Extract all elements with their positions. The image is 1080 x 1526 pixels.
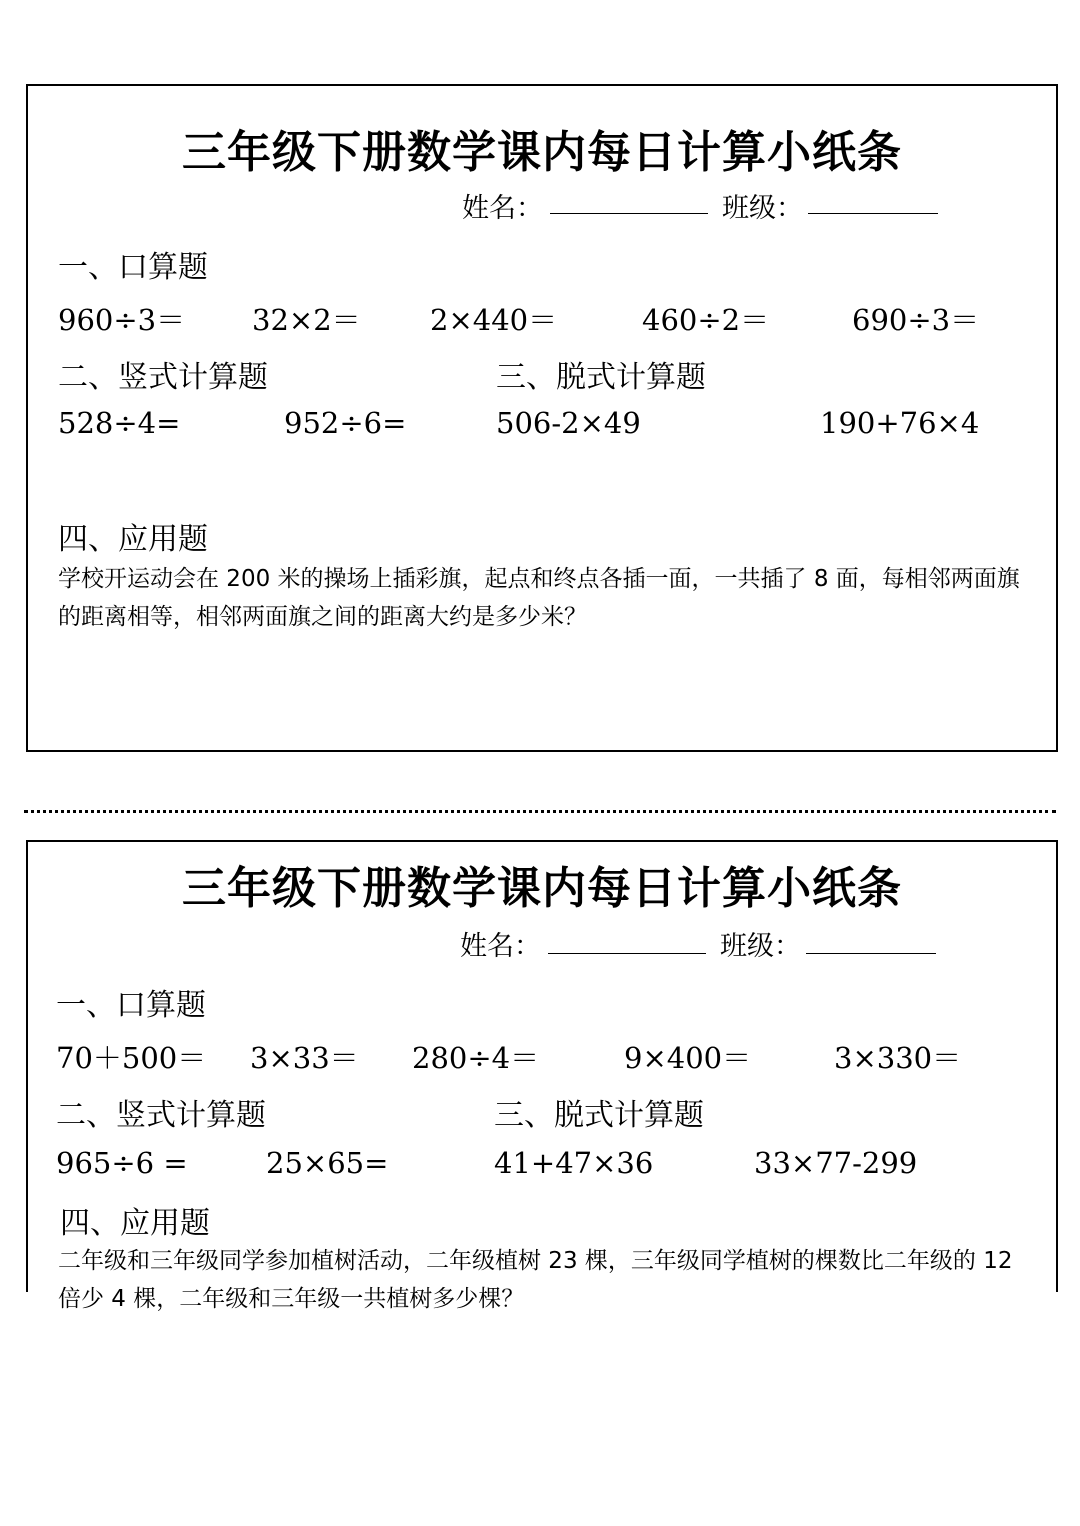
word-problem-text: 二年级和三年级同学参加植树活动，二年级植树 23 棵，三年级同学植树的棵数比二年级的 12 倍少 4 棵，二年级和三年级一共植树多少棵？ bbox=[58, 1248, 1013, 1312]
section-word-problem-heading: 四、应用题 bbox=[60, 1206, 210, 1241]
oral-problem: 460÷2＝ bbox=[642, 303, 770, 337]
oral-problem: 960÷3＝ bbox=[58, 303, 186, 337]
class-label: 班级： bbox=[722, 193, 803, 224]
cut-line bbox=[24, 810, 1056, 813]
stepwise-problem: 33×77-299 bbox=[754, 1146, 918, 1180]
section-oral-heading: 一、口算题 bbox=[58, 250, 208, 285]
name-label: 姓名： bbox=[462, 193, 543, 224]
oral-problem: 3×33＝ bbox=[250, 1041, 359, 1075]
class-label: 班级： bbox=[720, 931, 801, 962]
calculation-strip-1 bbox=[26, 84, 1058, 752]
strip-title: 三年级下册数学课内每日计算小纸条 bbox=[182, 863, 902, 914]
name-blank[interactable] bbox=[548, 953, 706, 954]
oral-problem: 3×330＝ bbox=[834, 1041, 962, 1075]
section-stepwise-heading: 三、脱式计算题 bbox=[496, 360, 706, 395]
calculation-strip-2 bbox=[26, 840, 1058, 1312]
vertical-problem: 952÷6= bbox=[284, 406, 407, 440]
section-word-problem-heading: 四、应用题 bbox=[58, 522, 208, 557]
vertical-problem: 528÷4= bbox=[58, 406, 181, 440]
vertical-problem: 25×65= bbox=[266, 1146, 389, 1180]
class-blank[interactable] bbox=[808, 213, 938, 214]
class-blank[interactable] bbox=[806, 953, 936, 954]
section-oral-heading: 一、口算题 bbox=[56, 988, 206, 1023]
oral-problem: 2×440＝ bbox=[430, 303, 558, 337]
oral-problem: 70＋500＝ bbox=[56, 1041, 207, 1075]
vertical-problem: 965÷6 = bbox=[56, 1146, 188, 1180]
name-label: 姓名： bbox=[460, 931, 541, 962]
oral-problem: 690÷3＝ bbox=[852, 303, 980, 337]
oral-problem: 9×400＝ bbox=[624, 1041, 752, 1075]
section-vertical-heading: 二、竖式计算题 bbox=[56, 1098, 266, 1133]
oral-problem: 32×2＝ bbox=[252, 303, 361, 337]
stepwise-problem: 41+47×36 bbox=[494, 1146, 654, 1180]
section-stepwise-heading: 三、脱式计算题 bbox=[494, 1098, 704, 1133]
stepwise-problem: 190+76×4 bbox=[820, 406, 980, 440]
strip-title: 三年级下册数学课内每日计算小纸条 bbox=[182, 127, 902, 178]
oral-problem: 280÷4＝ bbox=[412, 1041, 540, 1075]
name-blank[interactable] bbox=[550, 213, 708, 214]
word-problem-text: 学校开运动会在 200 米的操场上插彩旗，起点和终点各插一面，一共插了 8 面，每相邻两面旗的距离相等，相邻两面旗之间的距离大约是多少米？ bbox=[58, 566, 1020, 630]
section-vertical-heading: 二、竖式计算题 bbox=[58, 360, 268, 395]
stepwise-problem: 506-2×49 bbox=[496, 406, 641, 440]
